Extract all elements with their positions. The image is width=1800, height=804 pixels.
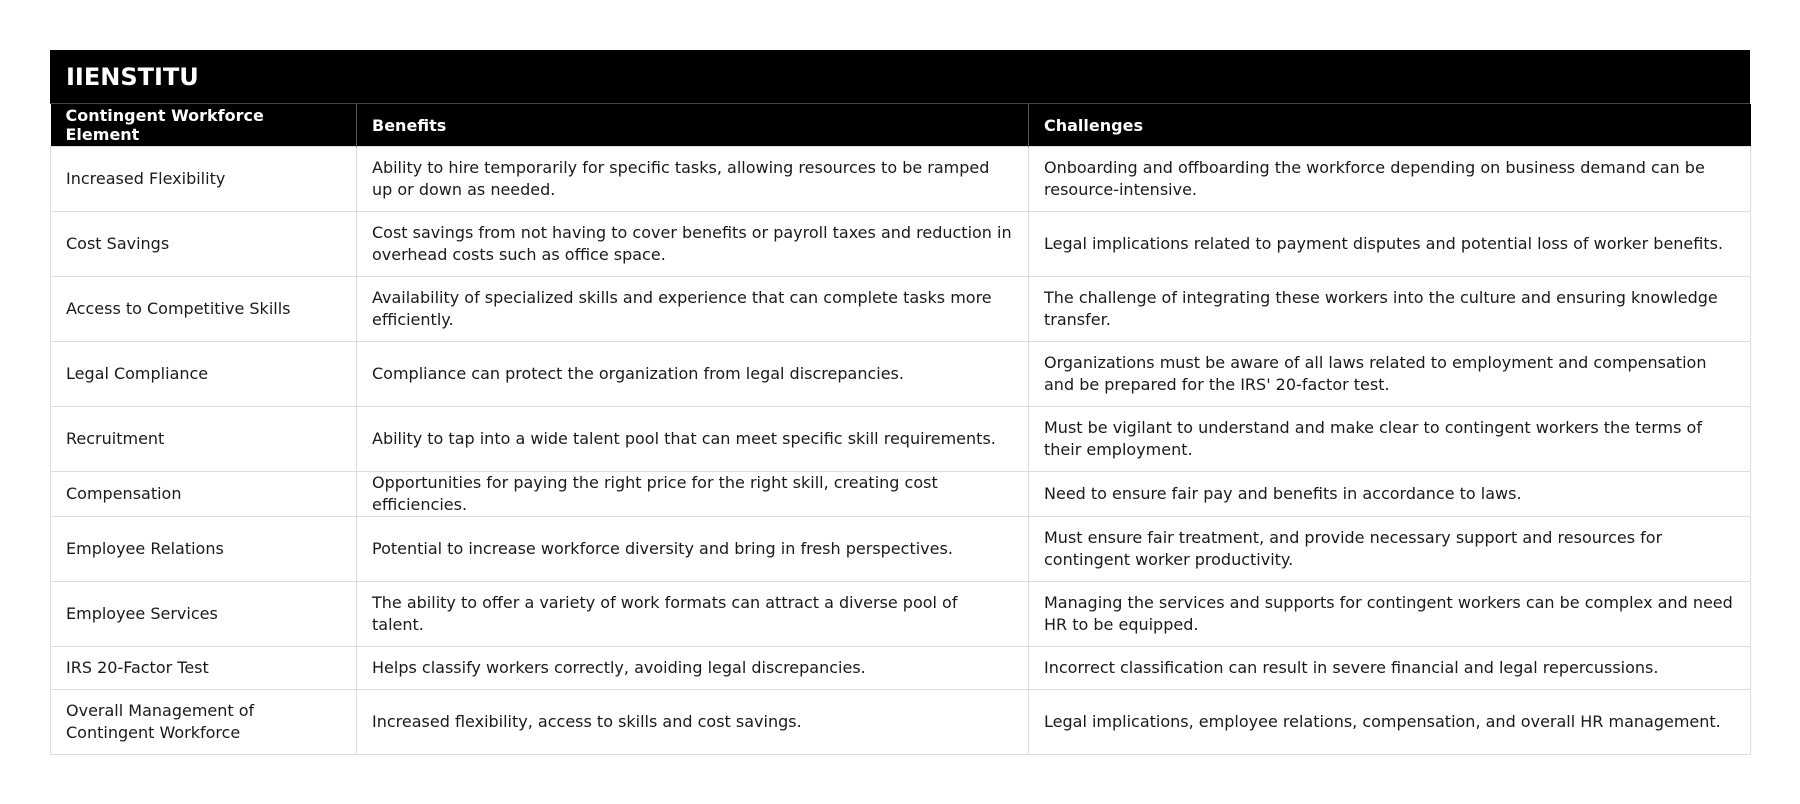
challenges-cell: Organizations must be aware of all laws related to employment and compensation and be prepared for the IRS' 20-factor test.: [1029, 342, 1751, 407]
element-cell: Employee Relations: [51, 517, 357, 582]
table-row: [51, 277, 1751, 342]
table-header-row: [51, 104, 1751, 147]
element-cell: Recruitment: [51, 407, 357, 472]
element-cell: IRS 20-Factor Test: [51, 647, 357, 690]
benefits-cell: Ability to hire temporarily for specific tasks, allowing resources to be ramped up or down as needed.: [357, 147, 1029, 212]
table-row: [51, 647, 1751, 690]
challenges-cell: Must be vigilant to understand and make clear to contingent workers the terms of their employment.: [1029, 407, 1751, 472]
table-row: [51, 147, 1751, 212]
challenges-cell: Legal implications related to payment disputes and potential loss of worker benefits.: [1029, 212, 1751, 277]
table-row: [51, 472, 1751, 517]
table-row: [51, 212, 1751, 277]
element-cell: Access to Competitive Skills: [51, 277, 357, 342]
challenges-cell: Legal implications, employee relations, compensation, and overall HR management.: [1029, 690, 1751, 755]
element-cell: Compensation: [51, 472, 357, 517]
table-row: [51, 407, 1751, 472]
content-table-container: [50, 50, 1750, 755]
benefits-cell: Helps classify workers correctly, avoiding legal discrepancies.: [357, 647, 1029, 690]
table-row: [51, 582, 1751, 647]
element-cell: Cost Savings: [51, 212, 357, 277]
benefits-cell: Potential to increase workforce diversity and bring in fresh perspectives.: [357, 517, 1029, 582]
benefits-cell: Cost savings from not having to cover benefits or payroll taxes and reduction in overhead costs such as office space.: [357, 212, 1029, 277]
table-row: [51, 690, 1751, 755]
column-header-challenges: Challenges: [1029, 104, 1751, 147]
challenges-cell: Managing the services and supports for contingent workers can be complex and need HR to be equipped.: [1029, 582, 1751, 647]
element-cell: Legal Compliance: [51, 342, 357, 407]
benefits-cell: Availability of specialized skills and experience that can complete tasks more efficiently.: [357, 277, 1029, 342]
challenges-cell: Onboarding and offboarding the workforce depending on business demand can be resource-intensive.: [1029, 147, 1751, 212]
contingent-workforce-table: [50, 104, 1751, 755]
benefits-cell: Compliance can protect the organization from legal discrepancies.: [357, 342, 1029, 407]
column-header-element: Contingent Workforce Element: [51, 104, 357, 147]
element-cell: Employee Services: [51, 582, 357, 647]
challenges-cell: Need to ensure fair pay and benefits in accordance to laws.: [1029, 472, 1751, 517]
benefits-cell: The ability to offer a variety of work formats can attract a diverse pool of talent.: [357, 582, 1029, 647]
challenges-cell: The challenge of integrating these workers into the culture and ensuring knowledge transfer.: [1029, 277, 1751, 342]
element-cell: Overall Management of Contingent Workforce: [51, 690, 357, 755]
challenges-cell: Incorrect classification can result in severe financial and legal repercussions.: [1029, 647, 1751, 690]
table-row: [51, 342, 1751, 407]
challenges-cell: Must ensure fair treatment, and provide necessary support and resources for contingent worker productivity.: [1029, 517, 1751, 582]
table-row: [51, 517, 1751, 582]
benefits-cell: Increased flexibility, access to skills and cost savings.: [357, 690, 1029, 755]
benefits-cell: Ability to tap into a wide talent pool that can meet specific skill requirements.: [357, 407, 1029, 472]
column-header-benefits: Benefits: [357, 104, 1029, 147]
element-cell: Increased Flexibility: [51, 147, 357, 212]
table-title: IIENSTITU: [50, 50, 1750, 104]
benefits-cell: Opportunities for paying the right price for the right skill, creating cost efficiencies.: [357, 472, 1029, 517]
